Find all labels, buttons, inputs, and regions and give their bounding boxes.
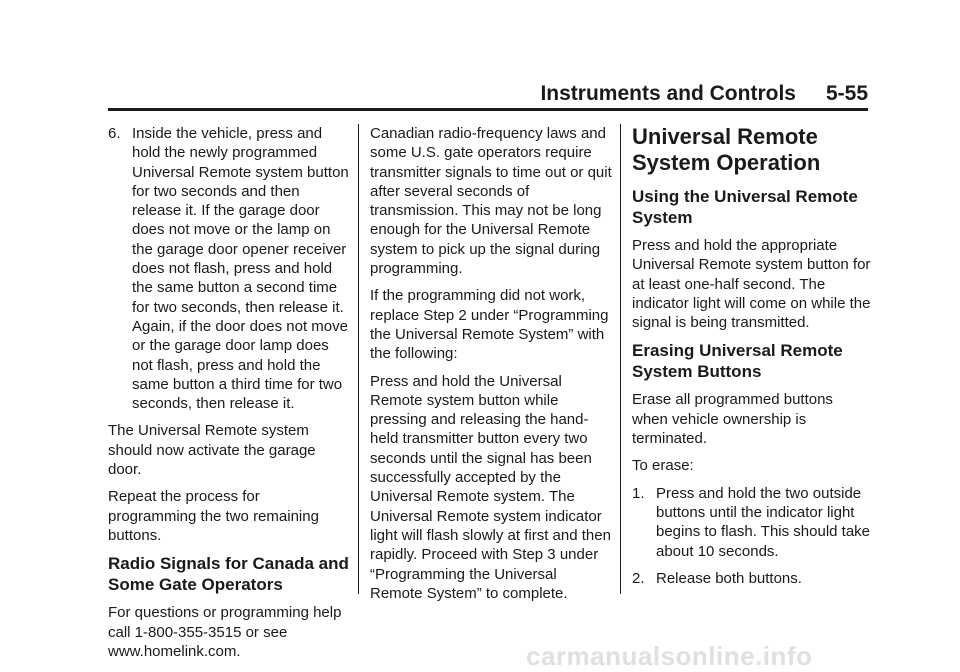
paragraph: Repeat the process for programming the two remaining buttons.: [108, 488, 319, 544]
column-divider: [358, 124, 359, 594]
step-text: Press and hold the two outside buttons until the indicator light begins to flash. This should take about 10 seconds.: [656, 484, 871, 560]
header-rule: [108, 108, 868, 111]
list-item-step-2: [632, 569, 872, 588]
list-item-step-1: [632, 484, 872, 561]
paragraph: Press and hold the appropriate Universal Remote system button for at least one-half second. The indicator light will come on while the signal is being transmitted.: [632, 237, 871, 332]
paragraph: Erase all programmed buttons when vehicle ownership is terminated.: [632, 391, 833, 448]
paragraph: If the programming did not work, replace Step 2 under “Programming the Universal Remote System” with the following:: [370, 287, 609, 363]
page-number: 5-55: [825, 82, 868, 105]
column-middle: [370, 124, 612, 611]
column-left: [108, 124, 350, 669]
step-number: 2.: [632, 569, 645, 587]
column-divider: [620, 124, 621, 594]
paragraph: For questions or programming help call 1-800-355-3515 or see www.homelink.com.: [108, 604, 342, 660]
watermark: carmanualsonline.info: [526, 641, 813, 671]
step-text: Release both buttons.: [656, 569, 802, 587]
section-title-universal-remote-operation: Universal Remote System Operation: [632, 124, 821, 175]
section-heading-using: Using the Universal Remote System: [632, 187, 858, 227]
step-number: 6.: [108, 125, 121, 142]
list-item-step-6: [108, 124, 350, 413]
paragraph: The Universal Remote system should now activate the garage door.: [108, 422, 316, 479]
page-header: [108, 82, 868, 106]
step-number: 1.: [632, 484, 645, 502]
paragraph: To erase:: [632, 457, 694, 475]
paragraph: Canadian radio-frequency laws and some U.S. gate operators require transmitter signals to time out or quit after several seconds of transmission. This may not be long enough for the Universal Remote system to pick up the signal during programming.: [370, 125, 612, 278]
section-title: Instruments and Controls: [540, 82, 796, 105]
paragraph: Press and hold the Universal Remote system button while pressing and releasing the hand-held transmitter button every two seconds until the signal has been successfully accepted by the Universal Remote system. The Universal Remote system indicator light will flash slowly at first and then rapidly. Proceed with Step 3 under “Programming the Universal Remote System” to complete.: [370, 372, 611, 602]
section-heading-radio-signals: Radio Signals for Canada and Some Gate Operators: [108, 554, 349, 595]
column-right: [632, 124, 872, 596]
step-text: Inside the vehicle, press and hold the newly programmed Universal Remote system button for two seconds and then release it. If the garage door does not move or the lamp on the garage door opener receiver does not flash, press and hold the same button a second time for two seconds, then release it. Again, if the door does not move or the garage door lamp does not flash, press and hold the same button a third time for two seconds, then release it.: [132, 125, 349, 413]
section-heading-erasing: Erasing Universal Remote System Buttons: [632, 341, 843, 382]
